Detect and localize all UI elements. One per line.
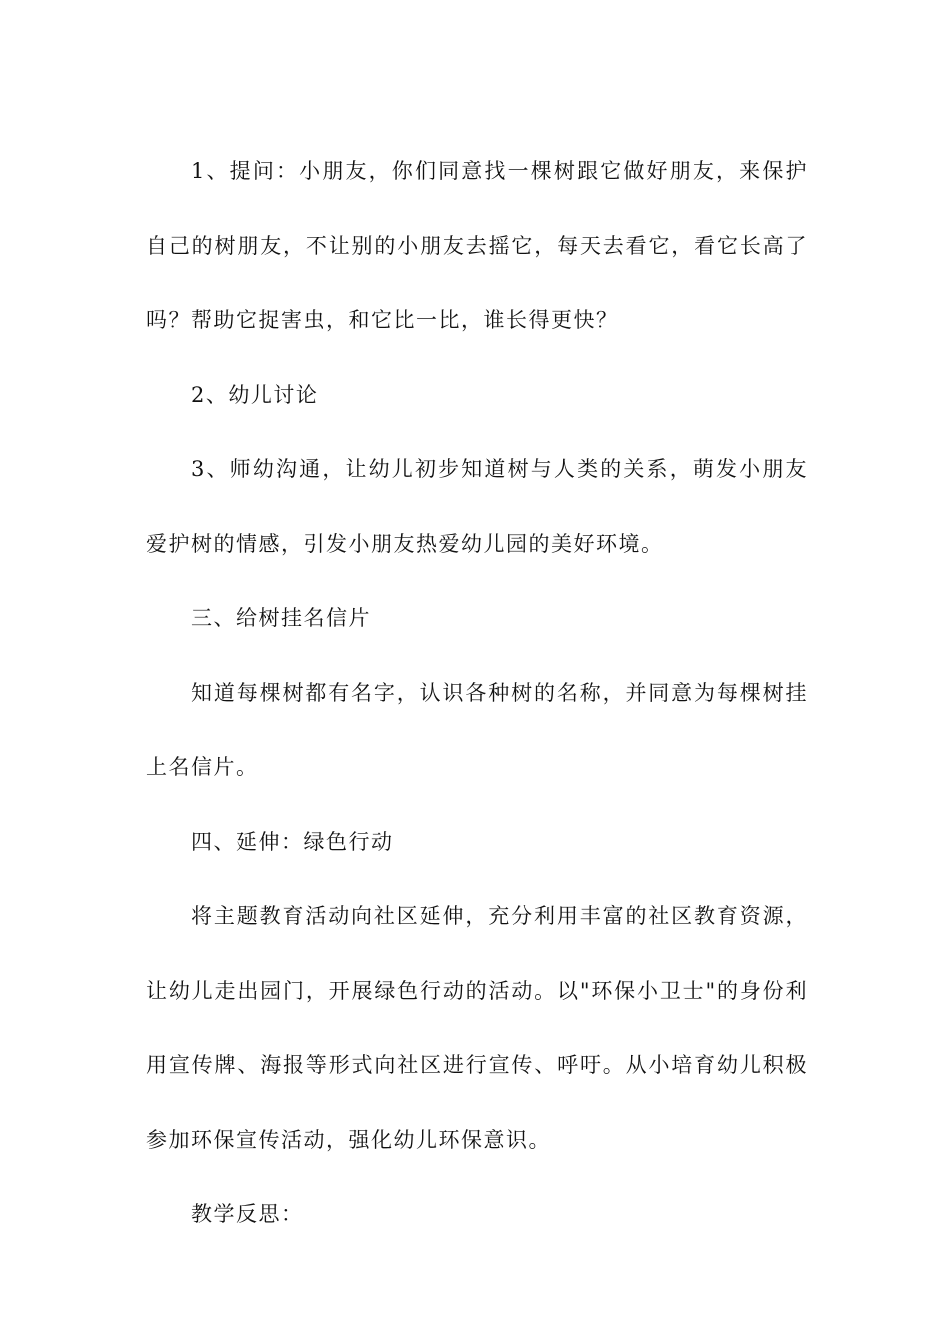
paragraph-discussion: 2、幼儿讨论	[191, 382, 319, 407]
paragraph-community-extension: 将主题教育活动向社区延伸，充分利用丰富的社区教育资源，让幼儿走出园门，开展绿色行动的活动。以"环保小卫士"的身份利用宣传牌、海报等形式向社区进行宣传、呼吁。从小培育幼儿积极参加环保宣传活动，强化幼儿环保意识。	[146, 904, 808, 1152]
section-heading-name-cards: 三、给树挂名信片	[191, 606, 371, 630]
paragraph-question: 1、提问：小朋友，你们同意找一棵树跟它做好朋友，来保护自己的树朋友，不让别的小朋友去摇它，每天去看它，看它长高了吗？帮助它捉害虫，和它比一比，谁长得更快？	[146, 159, 808, 332]
paragraph-tree-names: 知道每棵树都有名字，认识各种树的名称，并同意为每棵树挂上名信片。	[146, 680, 808, 779]
section-heading-teaching-reflection: 教学反思：	[191, 1202, 304, 1226]
section-heading-green-action: 四、延伸：绿色行动	[191, 829, 394, 854]
paragraph-communication: 3、师幼沟通，让幼儿初步知道树与人类的关系，萌发小朋友爱护树的情感，引发小朋友热爱幼儿园的美好环境。	[146, 457, 808, 556]
document-body	[146, 134, 808, 1252]
